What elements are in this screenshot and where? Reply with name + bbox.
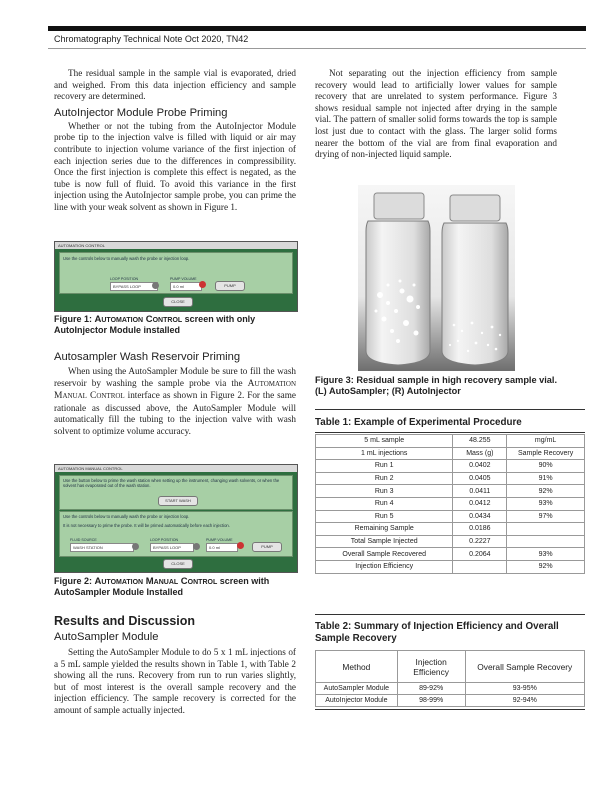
table-cell: 98-99% bbox=[397, 695, 465, 707]
figure-2-screenshot bbox=[54, 464, 298, 573]
paragraph-results: Setting the AutoSampler Module to do 5 x 1 mL injections of a 5 mL sample yielded the results shown in Table 1, with Table 2 showing all the runs. Recovery from run to run varies slightly, but of most interest is the overall sample recovery and the injection efficiency. The sample recovery is corrected for the amount of sample actually injected. bbox=[54, 647, 296, 715]
table-row bbox=[316, 510, 585, 523]
fig1-caption-prefix: Figure 1: bbox=[54, 314, 95, 324]
paragraph-wash-priming bbox=[54, 366, 296, 438]
table-1-title: Table 1: Example of Experimental Procedure bbox=[315, 417, 522, 428]
table-cell: AutoSampler Module bbox=[316, 683, 398, 695]
fig2-instruction-3: It is not necessary to prime the probe. It will be primed automatically before each injection. bbox=[63, 523, 230, 528]
table-row bbox=[316, 472, 585, 485]
fig2-loop-dropdown-icon[interactable] bbox=[193, 543, 200, 550]
fig2-pump-label: PUMP VOLUME bbox=[206, 538, 233, 542]
fig2-caption-rest: screen with AutoSampler Module Installed bbox=[54, 576, 270, 598]
table-cell: Injection Efficiency bbox=[316, 560, 453, 573]
figure-2-caption bbox=[54, 576, 304, 598]
p3-smallcaps: Automation Manual Control bbox=[54, 378, 296, 402]
fig1-pump-unit: ml bbox=[179, 284, 184, 289]
table-cell: 0.0402 bbox=[453, 460, 507, 473]
table-cell: Sample Recovery bbox=[507, 447, 585, 460]
figure-3-photo bbox=[358, 185, 515, 371]
table-cell: 93% bbox=[507, 497, 585, 510]
table-row bbox=[316, 683, 585, 695]
fig1-loop-label: LOOP POSITION bbox=[110, 277, 139, 281]
running-head: Chromatography Technical Note Oct 2020, TN42 bbox=[54, 34, 249, 44]
fig2-close-button[interactable]: CLOSE bbox=[163, 559, 193, 569]
fig2-pump-button[interactable]: PUMP bbox=[252, 542, 282, 552]
fig2-loop-select[interactable]: BYPASS LOOP bbox=[150, 543, 194, 552]
fig1-caption-rest: screen with only AutoInjector Module installed bbox=[54, 314, 256, 336]
table-cell: 93-95% bbox=[465, 683, 584, 695]
table-cell: 0.0411 bbox=[453, 485, 507, 498]
table-2-header: Overall Sample Recovery bbox=[465, 651, 584, 683]
left-column-2 bbox=[54, 351, 296, 438]
fig2-loop-label: LOOP POSITION bbox=[150, 538, 179, 542]
table-2-title: Table 2: Summary of Injection Efficiency and Overall Sample Recovery bbox=[315, 621, 559, 644]
fig1-titlebar: AUTOMATION CONTROL bbox=[55, 242, 297, 249]
paragraph-injection-efficiency: Not separating out the injection efficiency from sample recovery would lead to artificially lower values for sample recovery that are unrelated to system performance. Figure 3 shows residual sample not injected after drying in the sample vial. The pattern of smaller solid forms towards the top is sample lost just due to contact with the glass. The larger solid forms nearer the bottom of the vial are from final evaporation and drying of non-injected liquid sample. bbox=[315, 68, 557, 160]
fig2-fluid-dropdown-icon[interactable] bbox=[132, 543, 139, 550]
table-cell: 48.255 bbox=[453, 435, 507, 448]
table-cell: 0.0434 bbox=[453, 510, 507, 523]
paragraph-probe-priming: Whether or not the tubing from the AutoInjector Module probe tip to the injection valve is filled with liquid or air may contribute to injection volume variance of the first injection of each injection series due to the differences in compressibility. Once the first injection is complete this effect is negated, as the tube is now full of fluid. To avoid this variance in the first injection using the AutoInjector sample probe, you can prime the line with your weak solvent as shown in Figure 1. bbox=[54, 120, 296, 212]
fig2-instruction-1: Use the button below to prime the wash station when setting up the instrument, changing wash solvents, or when the solvent has evaporated out of the wash station. bbox=[63, 478, 280, 488]
fig1-dropdown-icon[interactable] bbox=[152, 282, 159, 289]
fig1-caption-sc: Automation Control bbox=[94, 314, 183, 325]
fig1-control-area bbox=[59, 252, 293, 294]
figure-3-caption: Figure 3: Residual sample in high recovery sample vial. (L) AutoSampler; (R) AutoInjector bbox=[315, 375, 558, 397]
table-cell: 91% bbox=[507, 472, 585, 485]
heading-wash-priming: Autosampler Wash Reservoir Priming bbox=[54, 351, 241, 363]
table-cell: 0.2064 bbox=[453, 548, 507, 561]
fig2-start-wash-button[interactable]: START WASH bbox=[158, 496, 198, 506]
table-cell: Run 5 bbox=[316, 510, 453, 523]
fig1-instruction: Use the controls below to manually wash the probe or injection loop. bbox=[63, 256, 190, 261]
table-cell: 1 mL injections bbox=[316, 447, 453, 460]
fig1-pump-button[interactable]: PUMP bbox=[215, 281, 245, 291]
fig2-instruction-2: Use the controls below to manually wash the probe or injection loop. bbox=[63, 514, 190, 519]
table-2-header: Injection Efficiency bbox=[397, 651, 465, 683]
table-cell: Run 2 bbox=[316, 472, 453, 485]
table-cell: 93% bbox=[507, 548, 585, 561]
table-cell: 92-94% bbox=[465, 695, 584, 707]
table-1-top-rule bbox=[315, 409, 585, 410]
heading-probe-priming: AutoInjector Module Probe Priming bbox=[54, 106, 228, 119]
table-cell: 0.0405 bbox=[453, 472, 507, 485]
table-cell: Total Sample Injected bbox=[316, 535, 453, 548]
fig2-wash-area bbox=[59, 475, 293, 510]
fig1-close-button[interactable]: CLOSE bbox=[163, 297, 193, 307]
left-column-3 bbox=[54, 614, 296, 717]
table-2-top-rule bbox=[315, 614, 585, 615]
table-row bbox=[316, 535, 585, 548]
table-cell: 92% bbox=[507, 560, 585, 573]
table-cell: 0.2227 bbox=[453, 535, 507, 548]
fig1-pump-value: 0.0 bbox=[173, 284, 179, 289]
fig1-pump-volume-input[interactable] bbox=[170, 282, 202, 291]
table-cell: Remaining Sample bbox=[316, 523, 453, 536]
heading-results: Results and Discussion bbox=[54, 614, 196, 628]
fig2-volume-stepper-icon[interactable] bbox=[237, 542, 244, 549]
table-cell: 0.0412 bbox=[453, 497, 507, 510]
fig2-pump-volume-input[interactable] bbox=[206, 543, 238, 552]
fig1-pump-label: PUMP VOLUME bbox=[170, 277, 197, 281]
vial-right bbox=[442, 195, 508, 365]
table-cell: Run 3 bbox=[316, 485, 453, 498]
header-rule bbox=[48, 26, 586, 31]
fig2-fluid-label: FLUID SOURCE bbox=[70, 538, 97, 542]
p3-part-a: When using the AutoSampler Module be sure to fill the wash reservoir by washing the sample probe via the bbox=[54, 366, 296, 388]
table-2-header: Method bbox=[316, 651, 398, 683]
table-row bbox=[316, 497, 585, 510]
table-cell: mg/mL bbox=[507, 435, 585, 448]
table-cell: 92% bbox=[507, 485, 585, 498]
fig2-control-area bbox=[59, 511, 293, 557]
table-row bbox=[316, 560, 585, 573]
fig2-caption-sc: Automation Manual Control bbox=[94, 576, 218, 587]
table-1-title-rule bbox=[315, 432, 585, 433]
table-row bbox=[316, 548, 585, 561]
table-row bbox=[316, 460, 585, 473]
paragraph-intro: The residual sample in the sample vial is evaporated, dried and weighed. From this data injection efficiency and sample recovery are determined. bbox=[54, 68, 296, 102]
right-column bbox=[315, 68, 557, 161]
table-2 bbox=[315, 650, 585, 707]
fig2-titlebar: AUTOMATION MANUAL CONTROL bbox=[55, 465, 297, 472]
table-cell bbox=[507, 523, 585, 536]
table-cell: AutoInjector Module bbox=[316, 695, 398, 707]
header-divider bbox=[48, 48, 586, 49]
fig2-fluid-select[interactable]: WASH STATION bbox=[70, 543, 134, 552]
table-cell: Run 4 bbox=[316, 497, 453, 510]
table-cell bbox=[507, 535, 585, 548]
fig2-pump-unit: ml bbox=[215, 545, 220, 550]
table-row bbox=[316, 523, 585, 536]
fig1-volume-stepper-icon[interactable] bbox=[199, 281, 206, 288]
table-row bbox=[316, 695, 585, 707]
table-cell: 5 mL sample bbox=[316, 435, 453, 448]
table-cell: Overall Sample Recovered bbox=[316, 548, 453, 561]
table-cell: 0.0186 bbox=[453, 523, 507, 536]
table-cell: 97% bbox=[507, 510, 585, 523]
heading-autosampler-module: AutoSampler Module bbox=[54, 631, 159, 643]
left-column bbox=[54, 68, 296, 214]
fig1-loop-select[interactable]: BYPASS LOOP bbox=[110, 282, 158, 291]
fig2-caption-prefix: Figure 2: bbox=[54, 576, 95, 586]
table-cell: 89-92% bbox=[397, 683, 465, 695]
figure-1-caption bbox=[54, 314, 296, 336]
p3-part-b: interface as shown in Figure 2. For the same rationale as discussed above, the AutoSampler Module will automatically fill the tubing to the injection valve with wash solvent to optimize volume accuracy. bbox=[54, 390, 296, 436]
table-cell: Run 1 bbox=[316, 460, 453, 473]
table-1 bbox=[315, 434, 585, 574]
table-row bbox=[316, 485, 585, 498]
table-cell bbox=[453, 560, 507, 573]
table-row bbox=[316, 447, 585, 460]
vial-left bbox=[366, 193, 430, 365]
table-row bbox=[316, 435, 585, 448]
table-cell: Mass (g) bbox=[453, 447, 507, 460]
table-2-bottom-rule bbox=[315, 709, 585, 710]
table-cell: 90% bbox=[507, 460, 585, 473]
figure-1-screenshot bbox=[54, 241, 298, 312]
fig2-pump-value: 0.0 bbox=[209, 545, 215, 550]
